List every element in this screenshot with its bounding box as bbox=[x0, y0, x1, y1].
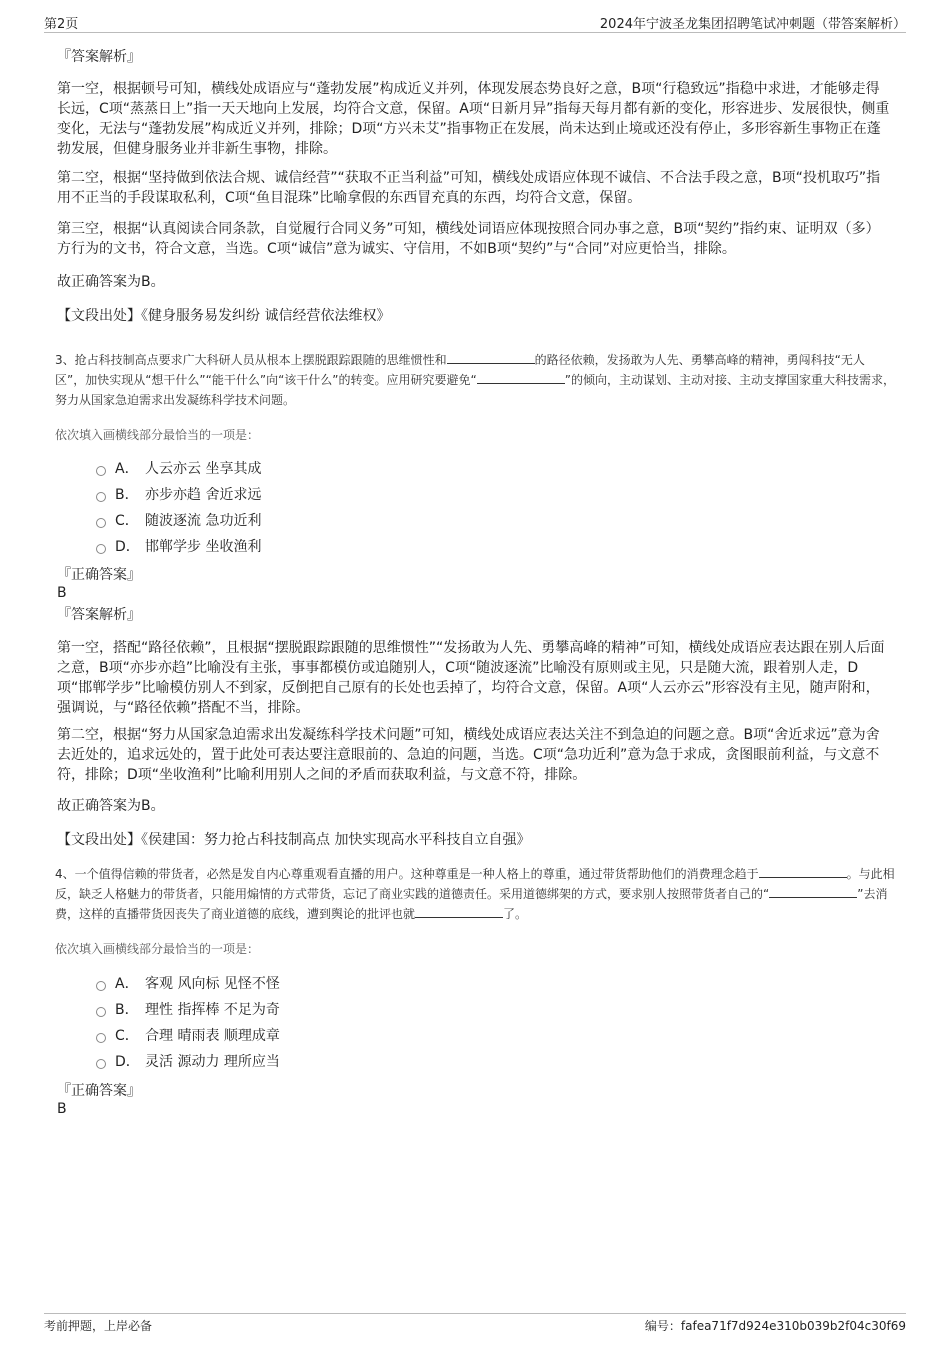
radio-icon[interactable] bbox=[96, 466, 106, 476]
radio-icon[interactable] bbox=[96, 1033, 106, 1043]
q4-option-d[interactable]: D． 灵活 源动力 理所应当 bbox=[96, 1049, 280, 1075]
q2-analysis-para2: 第二空，根据“坚持做到依法合规、诚信经营”“获取不正当利益”可知，横线处成语应体现不诚信、不合法手段之意，B项“投机取巧”指用不正当的手段谋取私利，C项“鱼目混珠”比喻拿假的东西冒充真的东西，均符合文意，保留。 bbox=[57, 170, 881, 206]
q4-stem-part3: ”去消费，这样的直播带货因丧失了商业道德的底线，遭到舆论的批评也就 bbox=[55, 887, 888, 921]
q3-correct-answer: B bbox=[57, 585, 67, 601]
radio-icon[interactable] bbox=[96, 492, 106, 502]
q3-option-a[interactable]: A． 人云亦云 坐享其成 bbox=[96, 456, 261, 482]
q4-stem-part1: 4、一个值得信赖的带货者，必然是发自内心尊重观看直播的用户。这种尊重是一种人格上的尊重，通过带货帮助他们的消费理念趋于 bbox=[55, 867, 759, 881]
q3-source: 【文段出处】《侯建国：努力抢占科技制高点 加快实现高水平科技自立自强》 bbox=[57, 832, 531, 848]
q3-stem bbox=[55, 350, 895, 410]
page-header bbox=[44, 10, 906, 33]
q4-blank-1 bbox=[759, 864, 847, 878]
q4-option-c[interactable]: C． 合理 晴雨表 顺理成章 bbox=[96, 1023, 280, 1049]
q4-option-b[interactable]: B． 理性 指挥棒 不足为奇 bbox=[96, 997, 280, 1023]
q4-options bbox=[96, 971, 280, 1075]
document-title: 2024年宁波圣龙集团招聘笔试冲刺题（带答案解析） bbox=[599, 17, 906, 32]
q4-correct-label: 『正确答案』 bbox=[57, 1083, 141, 1099]
radio-icon[interactable] bbox=[96, 544, 106, 554]
radio-icon[interactable] bbox=[96, 981, 106, 991]
q4-blank-3 bbox=[415, 904, 503, 918]
q3-option-d[interactable]: D． 邯郸学步 坐收渔利 bbox=[96, 534, 261, 560]
q4-stem bbox=[55, 864, 895, 924]
q3-blank-1 bbox=[447, 350, 535, 364]
q3-analysis-para2: 第二空，根据“努力从国家急迫需求出发凝练科学技术问题”可知，横线处成语应表达关注不到急迫的问题之意。B项“舍近求远”意为舍去近处的，追求远处的，置于此处可表达要注意眼前的、急迫的问题，当选。C项“急功近利”意为急于求成，贪图眼前利益，与文意不符，排除；D项“坐收渔利”比喻利用别人之间的矛盾而获取利益，与文意不符，排除。 bbox=[57, 727, 880, 783]
q3-correct-label: 『正确答案』 bbox=[57, 567, 141, 583]
q4-option-a[interactable]: A． 客观 风向标 见怪不怪 bbox=[96, 971, 280, 997]
q3-option-c[interactable]: C． 随波逐流 急功近利 bbox=[96, 508, 261, 534]
q3-blank-2 bbox=[477, 370, 565, 384]
q3-conclusion: 故正确答案为B。 bbox=[57, 798, 165, 814]
q4-blank-2 bbox=[769, 884, 857, 898]
document-id: 编号：fafea71f7d924e310b039b2f04c30f69 bbox=[644, 1319, 906, 1333]
footer-slogan: 考前押题，上岸必备 bbox=[44, 1319, 153, 1333]
q2-source: 【文段出处】《健身服务易发纠纷 诚信经营依法维权》 bbox=[57, 308, 391, 324]
q3-stem-part1: 3、抢占科技制高点要求广大科研人员从根本上摆脱跟踪跟随的思维惯性和 bbox=[55, 353, 447, 367]
q3-option-b[interactable]: B． 亦步亦趋 舍近求远 bbox=[96, 482, 261, 508]
q4-instruction: 依次填入画横线部分最恰当的一项是： bbox=[55, 942, 260, 956]
page-footer bbox=[44, 1313, 906, 1336]
q3-analysis-label: 『答案解析』 bbox=[57, 607, 141, 623]
q3-instruction: 依次填入画横线部分最恰当的一项是： bbox=[55, 428, 260, 442]
q4-stem-part2: 。与此相反，缺乏人格魅力的带货者，只能用煽情的方式带货，忘记了商业实践的道德责任。采用道德绑架的方式，要求别人按照带货者自己的“ bbox=[55, 867, 895, 901]
q3-analysis-para1: 第一空，搭配“路径依赖”，且根据“摆脱跟踪跟随的思维惯性”“发扬敢为人先、勇攀高峰的精神”可知，横线处成语应表达跟在别人后面之意，B项“亦步亦趋”比喻没有主张，事事都模仿或追随别人，C项“随波逐流”比喻没有原则或主见，只是随大流，跟着别人走，D项“邯郸学步”比喻模仿别人不到家，反倒把自己原有的长处也丢掉了，均符合文意，保留。A项“人云亦云”形容没有主见，随声附和，强调说，与“路径依赖”搭配不当，排除。 bbox=[57, 640, 885, 716]
q4-correct-answer: B bbox=[57, 1101, 67, 1117]
q2-analysis-para1: 第一空，根据顿号可知，横线处成语应与“蓬勃发展”构成近义并列，体现发展态势良好之意，B项“行稳致远”指稳中求进，才能够走得长远，C项“蒸蒸日上”指一天天地向上发展，均符合文意，保留。A项“日新月异”指每天每月都有新的变化，形容进步、发展很快，侧重变化，无法与“蓬勃发展”构成近义并列，排除；D项“方兴未艾”指事物正在发展，尚未达到止境或还没有停止，多形容新生事物正在蓬勃发展，但健身服务业并非新生事物，排除。 bbox=[57, 81, 890, 157]
q2-analysis-para3: 第三空，根据“认真阅读合同条款，自觉履行合同义务”可知，横线处词语应体现按照合同办事之意，B项“契约”指约束、证明双（多）方行为的文书，符合文意，当选。C项“诚信”意为诚实、守信用，不如B项“契约”与“合同”对应更恰当，排除。 bbox=[57, 221, 880, 257]
q4-stem-part4: 了。 bbox=[503, 907, 528, 921]
radio-icon[interactable] bbox=[96, 518, 106, 528]
q3-options bbox=[96, 456, 261, 560]
q2-analysis-label: 『答案解析』 bbox=[57, 49, 141, 65]
q2-conclusion: 故正确答案为B。 bbox=[57, 274, 165, 290]
radio-icon[interactable] bbox=[96, 1059, 106, 1069]
radio-icon[interactable] bbox=[96, 1007, 106, 1017]
q3-stem-part2: 的路径依赖，发扬敢为人先、勇攀高峰的精神，勇闯科技“无人区”，加快实现从“想干什么”“能干什么”向“该干什么”的转变。应用研究要避免“ bbox=[55, 353, 865, 387]
q3-stem-part3: ”的倾向，主动谋划、主动对接、主动支撑国家重大科技需求，努力从国家急迫需求出发凝练科学技术问题。 bbox=[55, 373, 895, 407]
page-number: 第2页 bbox=[44, 17, 79, 32]
